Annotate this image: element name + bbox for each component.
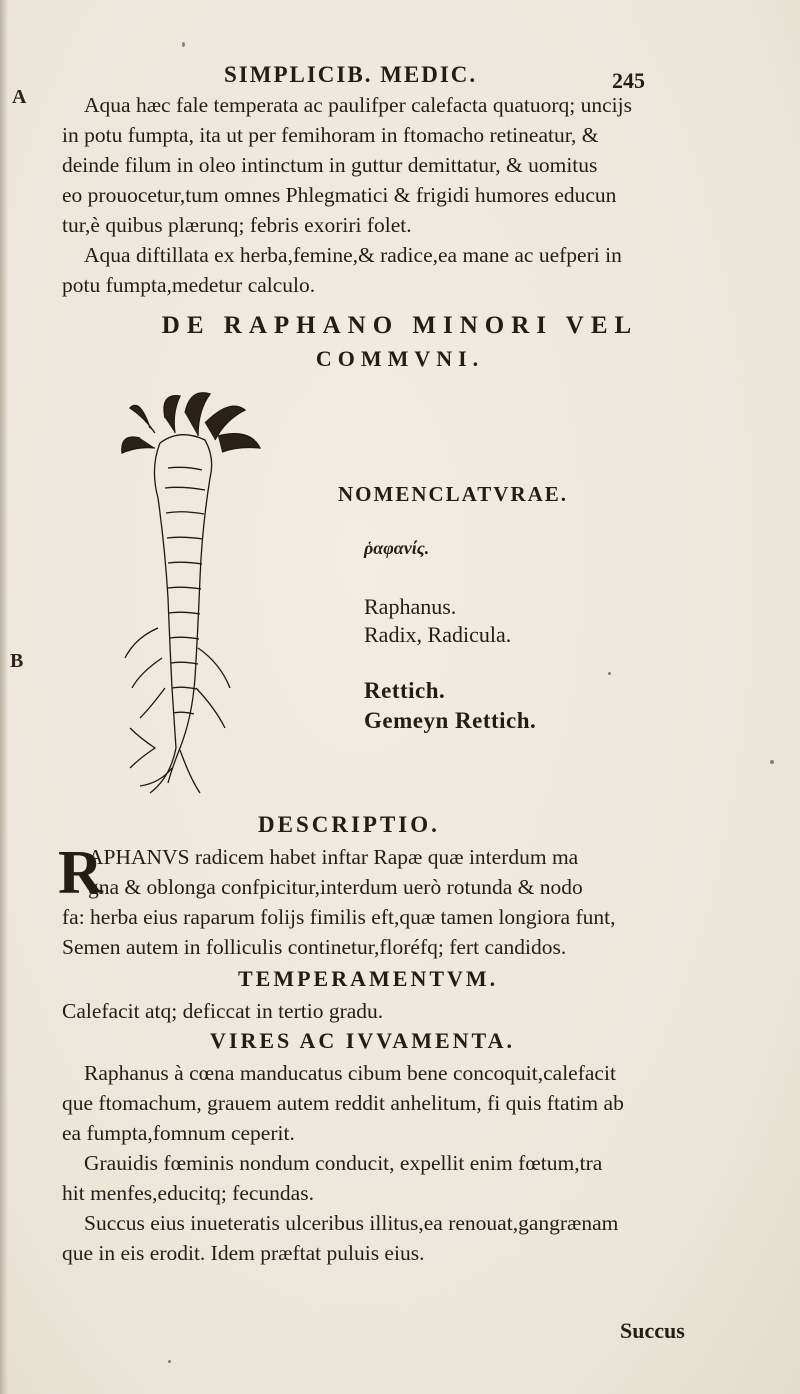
page-gutter [0,0,8,1394]
margin-mark-a: A [12,86,27,108]
nomenclature-german-1: Rettich. [364,678,446,703]
descriptio-first-lines [88,842,748,902]
paper-speck [608,672,611,675]
catchword: Succus [620,1318,685,1343]
text-line: Aqua hæc fale temperata ac paulifper calefacta quatuorq; uncijs [84,93,632,117]
intro-paragraph [62,90,722,300]
vires-paragraph [62,1058,722,1268]
page-number: 245 [612,68,645,93]
text-line: que in eis erodit. Idem præftat puluis eius. [62,1241,425,1265]
text-line: eo prouocetur,tum omnes Phlegmatici & frigidi humores educun [62,183,617,207]
chapter-title-continued: COMMVNI. [315,346,485,371]
nomenclature-german-2: Gemeyn Rettich. [364,708,537,733]
text-line: Succus eius inueteratis ulceribus illitus,ea renouat,gangrænam [84,1211,619,1235]
nomenclature-latin-1: Raphanus. [364,594,457,619]
text-line: Semen autem in folliculis continetur,floréfq; fert candidos. [62,935,567,959]
text-line: in potu fumpta, ita ut per femihoram in ftomacho retineatur, & [62,123,599,147]
nomenclature-latin-2: Radix, Radicula. [364,622,512,647]
temperamentum-text [62,996,722,1026]
margin-mark-b: B [10,650,24,672]
text-line: hit menfes,educitq; fecundas. [62,1181,314,1205]
text-line: Calefacit atq; deficcat in tertio gradu. [62,999,384,1023]
nomenclature-greek: ῥαφανίς. [364,538,430,558]
paper-speck [168,1360,171,1363]
text-line: gna & oblonga confpicitur,interdum uerò rotunda & nodo [88,875,583,899]
text-line: Aqua diftillata ex herba,femine,& radice,ea mane ac uefperi in [84,243,622,267]
drop-cap: R [58,839,103,907]
temperamentum-heading: TEMPERAMENTVM. [238,966,499,991]
paper-speck [770,760,774,764]
radish-woodcut-icon [110,388,310,808]
descriptio-heading: DESCRIPTIO. [258,812,440,837]
paper-speck [182,42,185,47]
text-line: potu fumpta,medetur calculo. [62,273,316,297]
text-line: Grauidis fœminis nondum conducit, expellit enim fœtum,tra [84,1151,603,1175]
running-head: SIMPLICIB. MEDIC. [224,62,478,87]
text-line: fa: herba eius raparum folijs fimilis eft,quæ tamen longiora funt, [62,905,616,929]
text-line: que ftomachum, grauem autem reddit anhelitum, fi quis ftatim ab [62,1091,624,1115]
text-line: tur,è quibus plærunq; febris exoriri folet. [62,213,412,237]
text-line: APHANVS radicem habet inftar Rapæ quæ interdum ma [88,845,579,869]
descriptio-remaining-lines [62,902,722,962]
chapter-title: DE RAPHANO MINORI VEL [161,312,639,339]
vires-heading: VIRES AC IVVAMENTA. [210,1028,515,1053]
text-line: Raphanus à cœna manducatus cibum bene concoquit,calefacit [84,1061,616,1085]
text-line: deinde filum in oleo intinctum in guttur demittatur, & uomitus [62,153,598,177]
text-line: ea fumpta,fomnum ceperit. [62,1121,295,1145]
nomenclature-title: NOMENCLATVRAE. [338,482,569,506]
